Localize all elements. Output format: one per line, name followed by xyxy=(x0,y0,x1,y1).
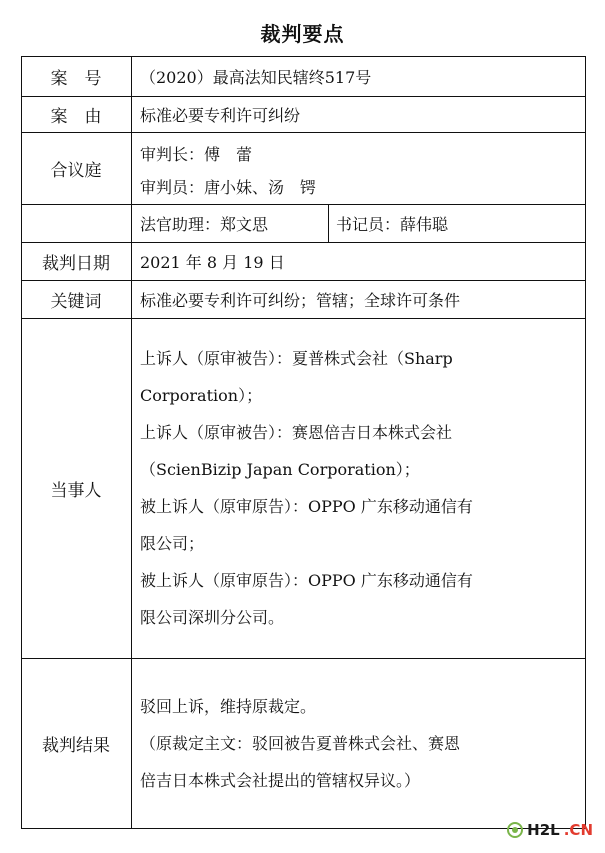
judgment-date-label: 裁判日期 xyxy=(42,254,110,274)
watermark-text: H2L xyxy=(527,821,560,839)
result-line: 驳回上诉，维持原裁定。 xyxy=(140,697,317,716)
court-clerk: 书记员：薛伟聪 xyxy=(336,215,449,234)
judges: 审判员：唐小妹、汤 锷 xyxy=(140,177,317,197)
judgment-date-value: 2021 年 8 月 19 日 xyxy=(140,253,285,272)
cause-label: 案 由 xyxy=(50,107,102,127)
party-line: 限公司深圳分公司。 xyxy=(140,608,285,627)
result-label: 裁判结果 xyxy=(42,736,110,756)
case-number-value: （2020）最高法知民辖终517号 xyxy=(140,68,372,87)
party-line: Corporation）； xyxy=(140,386,263,405)
party-line: （ScienBizip Japan Corporation）； xyxy=(140,460,420,479)
panel-label: 合议庭 xyxy=(50,161,102,181)
keywords-label: 关键词 xyxy=(50,292,102,312)
party-line: 上诉人（原审被告）：夏普株式会社（Sharp xyxy=(140,349,453,368)
presiding-judge: 审判长：傅 蕾 xyxy=(140,144,253,164)
parties-list xyxy=(140,340,585,636)
case-number-label: 案 号 xyxy=(50,69,102,89)
party-line: 上诉人（原审被告）：赛恩倍吉日本株式会社 xyxy=(140,423,453,442)
watermark-logo-icon xyxy=(507,822,523,838)
watermark-suffix: .CN xyxy=(563,821,593,839)
result-line: （原裁定主文：驳回被告夏普株式会社、赛恩 xyxy=(140,734,461,753)
party-line: 被上诉人（原审原告）：OPPO 广东移动通信有 xyxy=(140,497,473,516)
party-line: 限公司； xyxy=(140,534,205,553)
keywords-value: 标准必要专利许可纠纷；管辖；全球许可条件 xyxy=(140,291,461,310)
party-line: 被上诉人（原审原告）：OPPO 广东移动通信有 xyxy=(140,571,473,590)
site-watermark xyxy=(507,821,593,839)
judicial-assistant: 法官助理：郑文思 xyxy=(140,215,269,234)
page-title: 裁判要点 xyxy=(260,22,345,46)
result-text xyxy=(140,688,585,799)
result-line: 倍吉日本株式会社提出的管辖权异议。） xyxy=(140,771,421,790)
cause-value: 标准必要专利许可纠纷 xyxy=(140,106,301,125)
parties-label: 当事人 xyxy=(50,481,102,501)
